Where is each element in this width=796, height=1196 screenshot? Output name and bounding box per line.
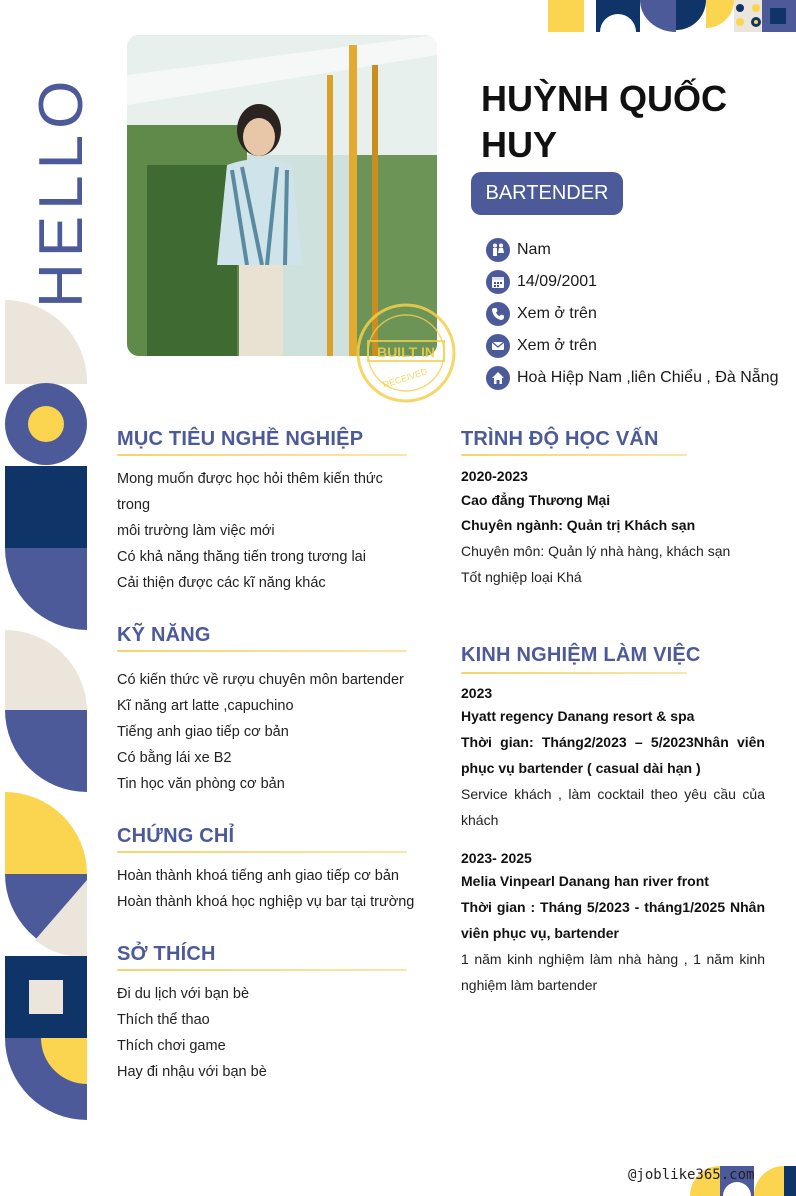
skill-item: Kĩ năng art latte ,capuchino: [117, 698, 294, 714]
job-company: Melia Vinpearl Danang han river front: [461, 873, 709, 889]
contact-birthday: [486, 266, 778, 298]
email-icon: [486, 334, 510, 358]
hobby-item: Đi du lịch với bạn bè: [117, 986, 250, 1002]
hobby-item: Thích thể thao: [117, 1012, 210, 1028]
candidate-name: HUỲNH QUỐC HUY: [481, 78, 728, 165]
phone-icon: [486, 302, 510, 326]
skills-title: KỸ NĂNG: [117, 624, 211, 646]
job-year: 2023- 2025: [461, 850, 532, 866]
skill-item: Tiếng anh giao tiếp cơ bản: [117, 724, 289, 740]
stamp-text: BUILT IN: [376, 344, 436, 360]
education-period: 2020-2023: [461, 468, 528, 484]
education-major: Chuyên ngành: Quản trị Khách sạn: [461, 517, 696, 533]
objective-line: Có khả năng thăng tiến trong tương lai: [117, 549, 366, 565]
education-school: Cao đẳng Thương Mại: [461, 492, 611, 508]
gender-text: Nam: [517, 241, 551, 258]
hobby-item: Hay đi nhậu với bạn bè: [117, 1064, 267, 1080]
received-stamp: [354, 301, 458, 405]
certificate-item: Hoàn thành khoá học nghiệp vụ bar tại trường: [117, 894, 415, 910]
experience-underline: [461, 672, 687, 674]
job-year: 2023: [461, 685, 493, 701]
contact-phone: [486, 298, 778, 330]
education-specialty: Chuyên môn: Quản lý nhà hàng, khách sạn: [461, 543, 731, 559]
education-block: [461, 464, 765, 590]
education-title: TRÌNH ĐỘ HỌC VẤN: [461, 428, 659, 450]
job-description: Service khách , làm cocktail theo yêu cầu của khách: [461, 786, 765, 828]
hobbies-title: SỞ THÍCH: [117, 943, 216, 965]
skill-item: Có bằng lái xe B2: [117, 750, 232, 766]
hobbies-list: [117, 981, 417, 1085]
job-company: Hyatt regency Danang resort & spa: [461, 708, 695, 724]
objective-line: môi trường làm việc mới: [117, 523, 275, 539]
education-underline: [461, 454, 687, 456]
skills-underline: [117, 650, 407, 652]
experience-job-1: [461, 681, 765, 833]
job-detail: Thời gian: Tháng2/2023 – 5/2023Nhân viên phục vụ bartender ( casual dài hạn ): [461, 734, 765, 776]
experience-title: KINH NGHIỆM LÀM VIỆC: [461, 644, 701, 666]
certificate-item: Hoàn thành khoá tiếng anh giao tiếp cơ bản: [117, 868, 399, 884]
address-text: Hoà Hiệp Nam ,liên Chiểu , Đà Nẵng: [517, 369, 779, 386]
top-decoration: [548, 0, 796, 32]
job-description: 1 năm kinh nghiệm làm nhà hàng , 1 năm kinh nghiệm làm bartender: [461, 951, 765, 993]
footer-watermark: @joblike365.com: [628, 1167, 755, 1183]
hobbies-underline: [117, 969, 407, 971]
education-grade: Tốt nghiệp loại Khá: [461, 569, 582, 585]
skill-item: Có kiến thức về rượu chuyên môn bartender: [117, 672, 404, 688]
phone-text: Xem ở trên: [517, 305, 597, 322]
role-badge: BARTENDER: [471, 172, 623, 215]
contact-address: [486, 362, 778, 394]
job-detail: Thời gian : Tháng 5/2023 - tháng1/2025 Nhân viên phục vụ, bartender: [461, 899, 765, 941]
left-strip-decoration: [5, 300, 87, 1120]
calendar-icon: [486, 270, 510, 294]
objective-line: Mong muốn được học hỏi thêm kiến thức trong: [117, 471, 383, 513]
objective-underline: [117, 454, 407, 456]
birthday-text: 14/09/2001: [517, 273, 598, 290]
email-text: Xem ở trên: [517, 337, 597, 354]
contact-email: [486, 330, 778, 362]
home-icon: [486, 366, 510, 390]
hello-decoration: HELLO: [27, 74, 96, 308]
objective-text: [117, 466, 417, 596]
certificates-underline: [117, 851, 407, 853]
certificates-title: CHỨNG CHỈ: [117, 825, 235, 847]
hobby-item: Thích chơi game: [117, 1038, 226, 1054]
skill-item: Tin học văn phòng cơ bản: [117, 776, 285, 792]
experience-job-2: [461, 846, 765, 998]
skills-list: [117, 667, 417, 797]
certificates-list: [117, 863, 427, 915]
gender-icon: [486, 238, 510, 262]
stamp-subtext: RECEIVED: [381, 366, 429, 391]
contact-gender: [486, 234, 778, 266]
objective-line: Cải thiện được các kĩ năng khác: [117, 575, 326, 591]
contact-list: [486, 234, 778, 394]
objective-title: MỤC TIÊU NGHỀ NGHIỆP: [117, 428, 364, 450]
